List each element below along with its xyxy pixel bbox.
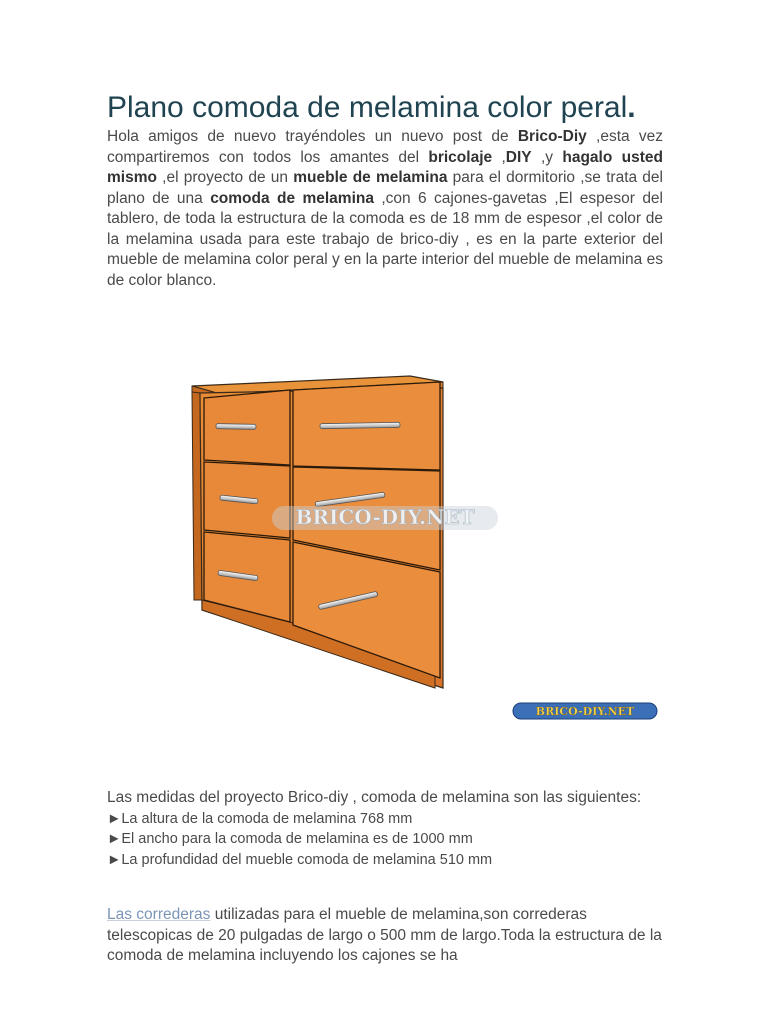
handle-icon bbox=[320, 422, 400, 428]
page-title: Plano comoda de melamina color peral. bbox=[107, 91, 636, 124]
slides-paragraph: Las correderas utilizadas para el mueble de melamina,son correderas telescopicas de 20 pulgadas de largo o 500 mm de largo.Toda la estructura de la comoda de melamina incluyendo los cajones se ha bbox=[107, 906, 662, 964]
intro-paragraph: Hola amigos de nuevo trayéndoles un nuevo post de Brico-Diy ,esta vez compartiremos con todos los amantes del bricolaje ,DIY ,y hagalo usted mismo ,el proyecto de un mueble de melamina para el dormitorio ,se trata del plano de una comoda de melamina ,con 6 cajones-gavetas ,El espesor del tablero, de toda la estructura de la comoda es de 18 mm de espesor ,el color de la melamina usada para este trabajo de brico-diy , es en la parte exterior del mueble de melamina color peral y en la parte interior del mueble de melamina es de color blanco. bbox=[107, 128, 664, 289]
measure-item: ►El ancho para la comoda de melamina es de 1000 mm bbox=[107, 831, 473, 847]
measure-item: ►La altura de la comoda de melamina 768 mm bbox=[107, 810, 413, 827]
logo-text: BRICO-DIY.NET bbox=[535, 705, 635, 718]
correderas-link[interactable]: Las correderas bbox=[107, 906, 211, 923]
measure-item: ►La profundidad del mueble comoda de melamina 510 mm bbox=[107, 851, 493, 868]
dresser-illustration bbox=[180, 360, 680, 730]
measures-intro: Las medidas del proyecto Brico-diy , comoda de melamina son las siguientes: bbox=[107, 789, 642, 806]
handle-icon bbox=[216, 424, 256, 430]
watermark-text: BRICO-DIY.NET bbox=[295, 505, 475, 529]
measures-section bbox=[107, 788, 667, 870]
